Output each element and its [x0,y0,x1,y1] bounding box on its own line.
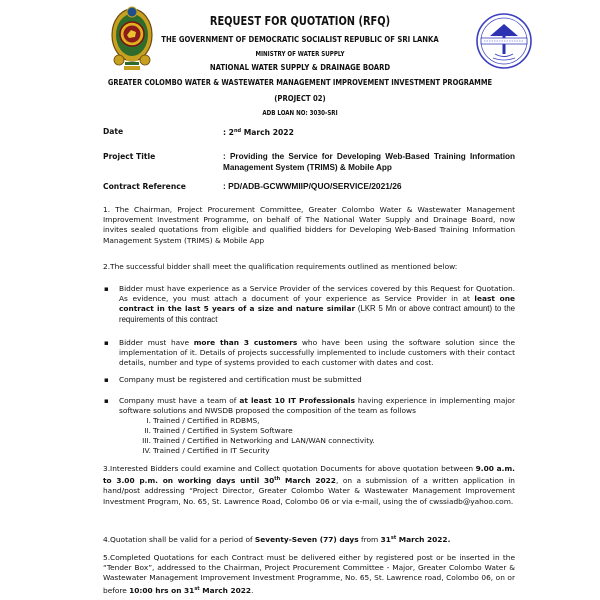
requirement-team: ▪ Company must have a team of at least 10 IT Professionals having experience in implementing major software solutions and NWSDB proposed the composition of the team as follows [104,396,515,416]
project-title-value: : Providing the Service for Developing Web-Based Training Information Management System (TRIMS) & Mobile App [223,152,515,172]
contract-reference-value: : PD/ADB-GCWWMIIP/QUO/SERVICE/2021/26 [223,181,402,191]
team-list-item: III. Trained / Certified in Networking and LAN/WAN connectivity. [142,436,375,445]
date-label: Date [103,127,124,136]
bullet-icon: ▪ [104,376,109,384]
contract-reference-label: Contract Reference [103,182,186,191]
document-title: REQUEST FOR QUOTATION (RFQ) [209,14,391,28]
project-heading: (PROJECT 02) [274,93,326,103]
requirement-customers: ▪ Bidder must have more than 3 customers who have been using the software solution since the implementation of it. Details of projects successfully implemented to include customers with their contact details, number and type of systems provided to each customer with dates and cost. [104,338,516,368]
paragraph-3: 3.Interested Bidders could examine and Collect quotation Documents for above quotation between 9.00 a.m. to 3.00 p.m. on working days until 30th March 2022, on a submission of a written application in hand/post addressing “Project Director, Greater Colombo Water & Wastewater Management Improvement Investment Program, No. 65, St. Lawrence Road, Colombo 06 or via e-mail, using the of cwssiadb@yahoo.com. [103,464,515,506]
loan-number: ADB LOAN NO: 3030-SRI [262,109,338,117]
team-list-item: I. Trained / Certified in RDBMS, [146,416,260,425]
team-list-item: II. Trained / Certified in System Software [144,426,293,435]
ministry-heading: MINISTRY OF WATER SUPPLY [255,50,345,58]
paragraph-2: 2.The successful bidder shall meet the qualification requirements outlined as mentioned below: [103,262,458,271]
government-heading: THE GOVERNMENT OF DEMOCRATIC SOCIALIST REPUBLIC OF SRI LANKA [161,34,439,44]
team-list-item: IV. Trained / Certified in IT Security [142,446,270,455]
date-value: : 2nd March 2022 [223,128,294,137]
bullet-icon: ▪ [104,285,109,293]
requirement-registration: ▪ Company must be registered and certification must be submitted [104,375,362,384]
bullet-icon: ▪ [104,397,109,405]
paragraph-1: 1. The Chairman, Project Procurement Committee, Greater Colombo Water & Wastewater Management Improvement Investment Programme, on behalf of The National Water Supply and Drainage Board, now invites sealed quotations from eligible and qualified bidders for Developing Web-Based Training Information Management System (TRIMS) & Mobile App [103,205,515,245]
project-title-label: Project Title [103,152,156,161]
bullet-icon: ▪ [104,339,109,347]
programme-heading: GREATER COLOMBO WATER & WASTEWATER MANAGEMENT IMPROVEMENT INVESTMENT PROGRAMME [107,78,493,87]
requirement-experience: ▪ Bidder must have experience as a Service Provider of the services covered by this Request for Quotation. As evidence, you must attach a document of your experience as Service Provider in at least one contract in the last 5 years of a size and nature similar (LKR 5 Mn or above contract amount) to the requirements of this contract [104,284,515,324]
board-heading: NATIONAL WATER SUPPLY & DRAINAGE BOARD [209,62,391,72]
paragraph-5: 5.Completed Quotations for each Contract must be delivered either by registered post or be inserted in the “Tender Box”, addressed to the Chairman, Project Procurement Committee - Major, Greater Colombo Water & Wastewater Management Improvement Investment Programme, No. 65, St. Lawrence road, Colombo 06, on or before 10:00 hrs on 31st March 2022. [103,553,515,595]
paragraph-4: 4.Quotation shall be valid for a period of Seventy-Seven (77) days from 31st March 2022. [103,535,451,544]
